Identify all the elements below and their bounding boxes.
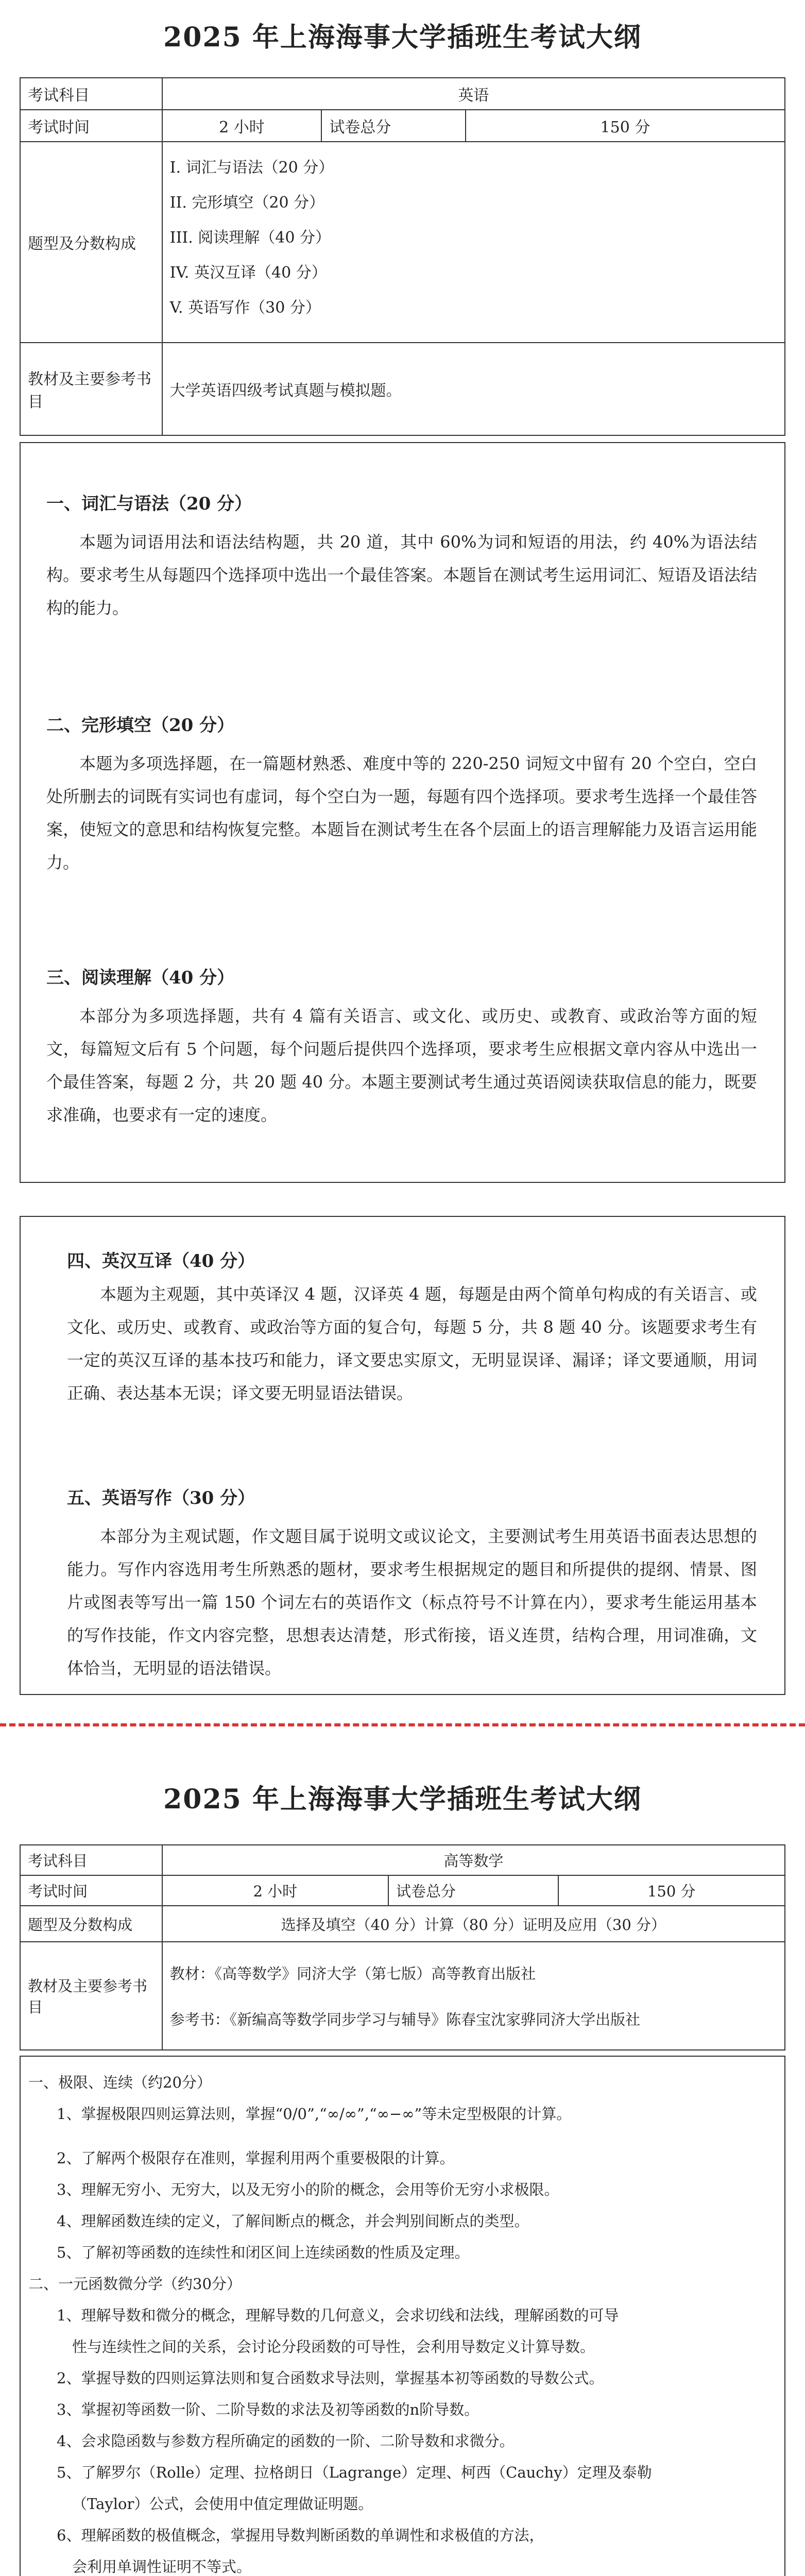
subject-value: 高等数学 bbox=[162, 1845, 785, 1875]
structure-label: 题型及分数构成 bbox=[20, 142, 162, 343]
structure-value: 选择及填空（40 分）计算（80 分）证明及应用（30 分） bbox=[162, 1906, 785, 1942]
time-label: 考试时间 bbox=[20, 1875, 162, 1906]
subject-value: 英语 bbox=[162, 78, 785, 110]
materials-label: 教材及主要参考书目 bbox=[20, 1942, 162, 2050]
structure-label: 题型及分数构成 bbox=[20, 1906, 162, 1942]
structure-item: II. 完形填空（20 分） bbox=[169, 194, 325, 212]
materials-reference: 参考书：《新编高等数学同步学习与辅导》陈春宝沈家骅同济大学出版社 bbox=[169, 2011, 641, 2028]
section-body: 本题为词语用法和语法结构题，共 20 道，其中 60%为词和短语的用法，约 40%为语法结构。要求考生从每题四个选择项中选出一个最佳答案。本题旨在测试考生运用词汇、短语及语法结构的能力。 bbox=[46, 532, 757, 618]
time-value: 2 小时 bbox=[162, 1875, 388, 1906]
section-body: 本题为主观题，其中英译汉 4 题，汉译英 4 题，每题是由两个简单句构成的有关语言、或文化、或历史、或教育、或政治等方面的复合句，每题 5 分，共 8 题 40 分。该题要求考生有一定的英汉互译的基本技巧和能力，译文要忠实原文，无明显误译、漏译；译文要通顺，用词正确、表达基本无误；译文要无明显语法错误。 bbox=[67, 1284, 757, 1403]
materials-textbook: 教材：《高等数学》同济大学（第七版）高等教育出版社 bbox=[169, 1965, 536, 1982]
math-item: 会利用单调性证明不等式。 bbox=[72, 2558, 252, 2575]
math-item: 1、理解导数和微分的概念，理解导数的几何意义，会求切线和法线，理解函数的可导 bbox=[57, 2307, 619, 2324]
time-value: 2 小时 bbox=[162, 110, 322, 142]
math-item: 3、理解无穷小、无穷大，以及无穷小的阶的概念，会用等价无穷小求极限。 bbox=[57, 2181, 559, 2198]
math-item: 2、掌握导数的四则运算法则和复合函数求导法则，掌握基本初等函数的导数公式。 bbox=[57, 2369, 604, 2387]
section-body: 本题为多项选择题，在一篇题材熟悉、难度中等的 220-250 词短文中留有 20 个空白，空白处所删去的词既有实词也有虚词，每个空白为一题，每题有四个选择项。要求考生选择一个最佳答案，使短文的意思和结构恢复完整。本题旨在测试考生在各个层面上的语言理解能力及语言运用能力。 bbox=[46, 754, 757, 872]
math-item: （Taylor）公式，会使用中值定理做证明题。 bbox=[72, 2495, 373, 2513]
structure-item: I. 词汇与语法（20 分） bbox=[169, 159, 334, 177]
materials-value bbox=[162, 1942, 785, 2050]
structure-item: III. 阅读理解（40 分） bbox=[169, 229, 331, 247]
math-item: 3、掌握初等函数一阶、二阶导数的求法及初等函数的n阶导数。 bbox=[57, 2401, 479, 2418]
math-doc-title: 2025 年上海海事大学插班生考试大纲 bbox=[163, 1784, 642, 1815]
section-heading: 一、词汇与语法（20 分） bbox=[46, 494, 252, 514]
math-item: 2、了解两个极限存在准则，掌握利用两个重要极限的计算。 bbox=[57, 2149, 455, 2167]
structure-list bbox=[162, 142, 785, 343]
math-item: 性与连续性之间的关系，会讨论分段函数的可导性，会利用导数定义计算导数。 bbox=[72, 2338, 595, 2355]
section-body: 本部分为多项选择题，共有 4 篇有关语言、或文化、或历史、或教育、或政治等方面的短文，每篇短文后有 5 个问题，每个问题后提供四个选择项，要求考生应根据文章内容从中选出一个最佳答案，每题 2 分，共 20 题 40 分。本题主要测试考生通过英语阅读获取信息的能力，既要求准确，也要求有一定的速度。 bbox=[46, 1006, 757, 1125]
score-value: 150 分 bbox=[558, 1875, 785, 1906]
time-label: 考试时间 bbox=[20, 110, 162, 142]
structure-item: IV. 英汉互译（40 分） bbox=[169, 264, 327, 282]
math-item: 4、理解函数连续的定义，了解间断点的概念，并会判别间断点的类型。 bbox=[57, 2212, 529, 2230]
section-heading: 四、英汉互译（40 分） bbox=[67, 1251, 255, 1272]
math-section-heading: 一、极限、连续（约20分） bbox=[28, 2074, 212, 2091]
score-label: 试卷总分 bbox=[388, 1875, 558, 1906]
math-info-table bbox=[20, 1844, 785, 2050]
math-section-heading: 二、一元函数微分学（约30分） bbox=[28, 2275, 242, 2293]
english-doc-title: 2025 年上海海事大学插班生考试大纲 bbox=[163, 22, 642, 53]
math-item: 5、了解罗尔（Rolle）定理、拉格朗日（Lagrange）定理、柯西（Cauchy）定理及泰勒 bbox=[57, 2464, 652, 2481]
math-item: 6、理解函数的极值概念，掌握用导数判断函数的单调性和求极值的方法， bbox=[57, 2527, 544, 2544]
subject-label: 考试科目 bbox=[20, 1845, 162, 1875]
score-value: 150 分 bbox=[466, 110, 785, 142]
structure-item: V. 英语写作（30 分） bbox=[169, 299, 321, 317]
materials-label: 教材及主要参考书目 bbox=[20, 343, 162, 435]
english-info-table bbox=[20, 77, 785, 436]
subject-label: 考试科目 bbox=[20, 78, 162, 110]
section-body: 本部分为主观试题，作文题目属于说明文或议论文，主要测试考生用英语书面表达思想的能力。写作内容选用考生所熟悉的题材，要求考生根据规定的题目和所提供的提纲、情景、图片或图表等写出一篇 150 个词左右的英语作文（标点符号不计算在内），要求考生能运用基本的写作技能，作文内容完整，思想表达清楚，形式衔接，语义连贯，结构合理，用词准确，文体恰当，无明显的语法错误。 bbox=[67, 1527, 757, 1678]
math-item: 4、会求隐函数与参数方程所确定的函数的一阶、二阶导数和求微分。 bbox=[57, 2432, 515, 2450]
score-label: 试卷总分 bbox=[321, 110, 466, 142]
section-heading: 三、阅读理解（40 分） bbox=[46, 968, 235, 988]
section-heading: 五、英语写作（30 分） bbox=[67, 1488, 255, 1509]
math-item: 5、了解初等函数的连续性和闭区间上连续函数的性质及定理。 bbox=[57, 2244, 470, 2261]
materials-value: 大学英语四级考试真题与模拟题。 bbox=[162, 343, 785, 435]
section-heading: 二、完形填空（20 分） bbox=[46, 715, 235, 736]
page-divider bbox=[0, 1723, 805, 1726]
math-item: 1、掌握极限四则运算法则，掌握“0/0”,“∞/∞”,“∞−∞”等未定型极限的计算。 bbox=[57, 2105, 572, 2123]
